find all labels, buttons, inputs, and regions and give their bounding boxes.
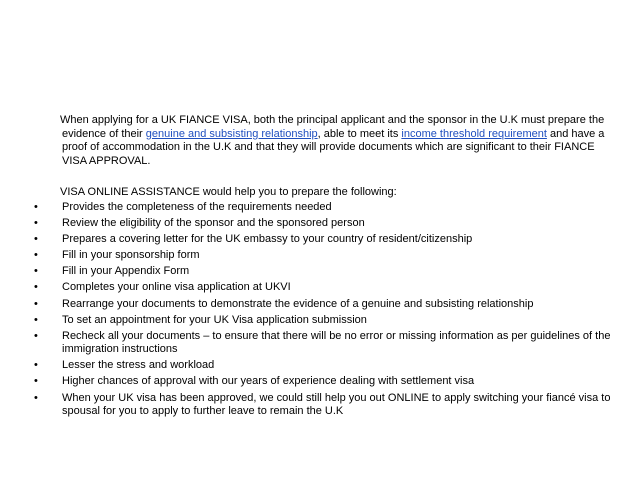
bullet-icon: • — [34, 265, 38, 278]
list-item-text: Review the eligibility of the sponsor and the sponsored person — [62, 217, 365, 230]
bullet-icon: • — [34, 313, 38, 326]
bullet-icon: • — [34, 217, 38, 230]
income-threshold-link[interactable]: income threshold requirement — [401, 127, 547, 140]
list-item — [34, 359, 614, 373]
bullet-icon: • — [34, 249, 38, 262]
list-item — [34, 265, 614, 279]
list-item-text: Rearrange your documents to demonstrate the evidence of a genuine and subsisting relationship — [62, 297, 534, 310]
list-item — [34, 281, 614, 295]
services-list — [34, 201, 614, 421]
bullet-icon: • — [34, 391, 38, 404]
services-heading: VISA ONLINE ASSISTANCE would help you to prepare the following: — [60, 186, 397, 198]
list-item — [34, 249, 614, 263]
bullet-icon: • — [34, 233, 38, 246]
list-item — [34, 233, 614, 247]
list-item — [34, 298, 614, 312]
intro-text-3: and have a proof of accommodation in the U.K and that they will provide documents which are significant to their FIANCE VISA APPROVAL. — [62, 127, 605, 167]
bullet-icon: • — [34, 329, 38, 342]
intro-paragraph — [62, 114, 607, 168]
list-item — [34, 375, 614, 389]
bullet-icon: • — [34, 281, 38, 294]
bullet-icon: • — [34, 201, 38, 213]
genuine-relationship-link[interactable]: genuine and subsisting relationship — [145, 127, 318, 140]
bullet-icon: • — [34, 375, 38, 388]
list-item — [34, 217, 614, 231]
list-item-text: Fill in your Appendix Form — [62, 265, 190, 278]
list-item-text: Completes your online visa application at UKVI — [62, 281, 291, 294]
list-item-text: Lesser the stress and workload — [62, 359, 215, 372]
list-item-text: Provides the completeness of the requirements needed — [62, 201, 332, 213]
list-item — [34, 330, 614, 357]
list-item-text: To set an appointment for your UK Visa application submission — [62, 313, 367, 326]
list-item-text: Higher chances of approval with our years of experience dealing with settlement visa — [62, 375, 475, 388]
intro-text-2: , able to meet its — [317, 127, 402, 140]
list-item-text: Prepares a covering letter for the UK embassy to your country of resident/citizenship — [62, 233, 473, 246]
list-item-text: When your UK visa has been approved, we could still help you out ONLINE to apply switching your fiancé visa to spousal for you to apply to further leave to remain the U.K — [62, 391, 611, 418]
list-item-text: Recheck all your documents – to ensure that there will be no error or missing information as per guidelines of the immigration instructions — [62, 329, 611, 356]
list-item — [34, 314, 614, 328]
list-item-text: Fill in your sponsorship form — [62, 249, 200, 262]
list-item — [34, 201, 614, 215]
intro-text-1: When applying for a UK FIANCE VISA, both the principal applicant and the sponsor in the U.K must prepare the evidence of their — [60, 114, 605, 140]
bullet-icon: • — [34, 359, 38, 372]
bullet-icon: • — [34, 297, 38, 310]
list-item — [34, 392, 614, 419]
